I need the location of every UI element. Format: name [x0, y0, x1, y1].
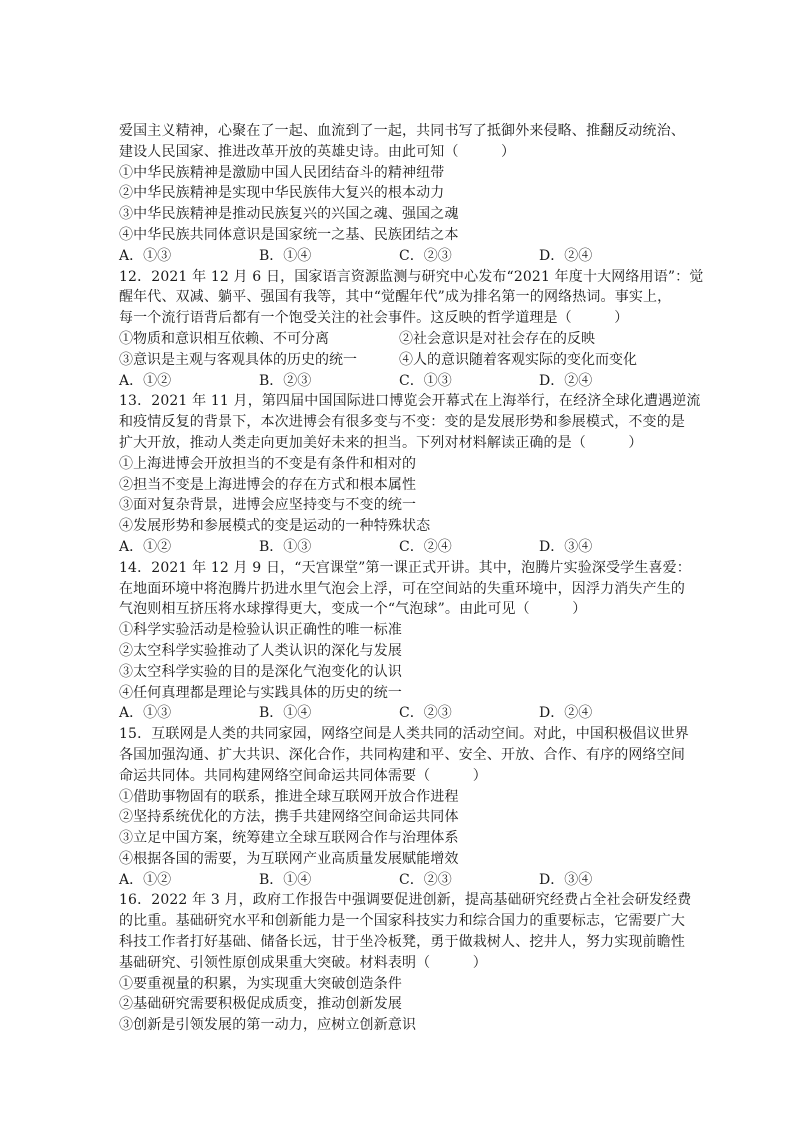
q11-item: ③中华民族精神是推动民族复兴的兴国之魂、强国之魂 [119, 206, 459, 223]
q12-item: ①物质和意识相互依赖、不可分离 [119, 330, 329, 347]
q15-options [119, 870, 681, 891]
q14-option-b[interactable]: B．①④ [259, 705, 312, 722]
q15-stem-line: 15．互联网是人类的共同家园，网络空间是人类共同的活动空间。对此，中国积极倡议世界 [119, 726, 689, 743]
q16-stem-line: 16．2022 年 3 月，政府工作报告中强调要促进创新，提高基础研究经费占全社会研发经费 [119, 892, 692, 909]
q14-item: ①科学实验活动是检验认识正确性的唯一标准 [119, 622, 402, 639]
q14-option-c[interactable]: C．②③ [399, 705, 452, 722]
q14-options [119, 703, 681, 724]
q16-item: ②基础研究需要积极促成质变，推动创新发展 [119, 996, 402, 1013]
q11-option-d[interactable]: D．②④ [539, 247, 593, 264]
q11-options [119, 246, 681, 267]
q15-item: ②坚持系统优化的方法，携手共建网络空间命运共同体 [119, 809, 459, 826]
q16-stem-line: 科技工作者打好基础、储备长远，甘于坐冷板凳，勇于做栽树人、挖井人，努力实现前瞻性 [119, 934, 685, 951]
q12-stem-line: 醒年代、双减、躺平、强国有我等，其中“觉醒年代”成为排名第一的网络热词。事实上， [119, 289, 672, 306]
q15-option-b[interactable]: B．①④ [259, 871, 312, 888]
q15-item: ③立足中国方案，统筹建立全球互联网合作与治理体系 [119, 830, 459, 847]
q12-item: ②社会意识是对社会存在的反映 [399, 330, 595, 347]
q11-item: ①中华民族精神是激励中国人民团结奋斗的精神纽带 [119, 164, 445, 181]
q13-stem-line: 和疫情反复的背景下，本次进博会有很多变与不变：变的是发展形势和参展模式，不变的是 [119, 414, 685, 431]
q14-stem-line: 在地面环境中将泡腾片扔进水里气泡会上浮，可在空间站的失重环境中，因浮力消失产生的 [119, 580, 685, 597]
q14-item: ④任何真理都是理论与实践具体的历史的统一 [119, 684, 402, 701]
q12-stem-line: 12．2021 年 12 月 6 日，国家语言资源监测与研究中心发布“2021 年度十大网络用语”：觉 [119, 268, 704, 285]
q16-stem-line: 基础研究、引领性原创成果重大突破。材料表明（ ） [119, 954, 487, 971]
q12-option-a[interactable]: A．①② [119, 372, 172, 389]
q13-item: ④发展形势和参展模式的变是运动的一种特殊状态 [119, 518, 431, 535]
q11-stem-line: 爱国主义精神，心聚在了一起、血流到了一起，共同书写了抵御外来侵略、推翻反动统治、 [119, 123, 685, 139]
q15-item: ④根据各国的需要，为互联网产业高质量发展赋能增效 [119, 850, 459, 867]
q15-option-a[interactable]: A．①② [119, 871, 172, 888]
q12-stem-line: 每一个流行语背后都有一个饱受关注的社会事件。这反映的哲学道理是（ ） [119, 310, 629, 327]
q11-option-b[interactable]: B．①④ [259, 247, 312, 264]
q13-item: ③面对复杂背景，进博会应坚持变与不变的统一 [119, 497, 417, 514]
q13-item: ①上海进博会开放担当的不变是有条件和相对的 [119, 455, 417, 472]
q11-item: ②中华民族精神是实现中华民族伟大复兴的根本动力 [119, 185, 445, 202]
q12-item: ③意识是主观与客观具体的历史的统一 [119, 351, 357, 368]
q15-option-c[interactable]: C．②③ [399, 871, 452, 888]
q16-item: ①要重视量的积累，为实现重大突破创造条件 [119, 975, 402, 992]
q13-stem-line: 扩大开放，推动人类走向更加美好未来的担当。下列对材料解读正确的是（ ） [119, 434, 643, 451]
q14-item: ③太空科学实验的目的是深化气泡变化的认识 [119, 663, 402, 680]
q14-item: ②太空科学实验推动了人类认识的深化与发展 [119, 642, 402, 659]
q15-stem-line: 命运共同体。共同构建网络空间命运共同体需要（ ） [119, 767, 487, 784]
q12-item: ④人的意识随着客观实际的变化而变化 [399, 351, 637, 368]
q13-item: ②担当不变是上海进博会的存在方式和根本属性 [119, 476, 417, 493]
q15-item: ①借助事物固有的联系，推进全球互联网开放合作进程 [119, 788, 459, 805]
q13-options [119, 537, 681, 558]
exam-page [119, 121, 704, 1036]
q11-option-a[interactable]: A．①③ [119, 247, 172, 264]
q13-option-c[interactable]: C．②④ [399, 538, 452, 555]
q16-stem-line: 的比重。基础研究水平和创新能力是一个国家科技实力和综合国力的重要标志，它需要广大 [119, 913, 685, 930]
q13-stem-line: 13．2021 年 11 月，第四届中国国际进口博览会开幕式在上海举行，在经济全球化遭遇逆流 [119, 393, 701, 410]
q14-option-d[interactable]: D．②④ [539, 705, 593, 722]
q12-option-d[interactable]: D．②④ [539, 372, 593, 389]
q15-option-d[interactable]: D．③④ [539, 871, 593, 888]
q12-options [119, 371, 681, 392]
q11-option-c[interactable]: C．②③ [399, 247, 452, 264]
q12-option-b[interactable]: B．②③ [259, 372, 312, 389]
q13-option-a[interactable]: A．①② [119, 538, 172, 555]
q12-items-row [119, 329, 681, 350]
q15-stem-line: 各国加强沟通、扩大共识、深化合作，共同构建和平、安全、开放、合作、有序的网络空间 [119, 746, 685, 763]
q12-items-row [119, 350, 681, 371]
q11-stem-line: 建设人民国家、推进改革开放的英雄史诗。由此可知（ ） [119, 143, 516, 160]
q14-stem-line: 气泡则相互挤压将水球撑得更大，变成一个“气泡球”。由此可见（ ） [119, 601, 587, 618]
q11-item: ④中华民族共同体意识是国家统一之基、民族团结之本 [119, 226, 459, 243]
q14-stem-line: 14．2021 年 12 月 9 日，“天宫课堂”第一课正式开讲。其中，泡腾片实验深受学生喜爱： [119, 559, 691, 576]
q13-option-d[interactable]: D．③④ [539, 538, 593, 555]
q13-option-b[interactable]: B．①③ [259, 538, 312, 555]
q16-item: ③创新是引领发展的第一动力，应树立创新意识 [119, 1017, 417, 1034]
q14-option-a[interactable]: A．①③ [119, 705, 172, 722]
q12-option-c[interactable]: C．①③ [399, 372, 452, 389]
